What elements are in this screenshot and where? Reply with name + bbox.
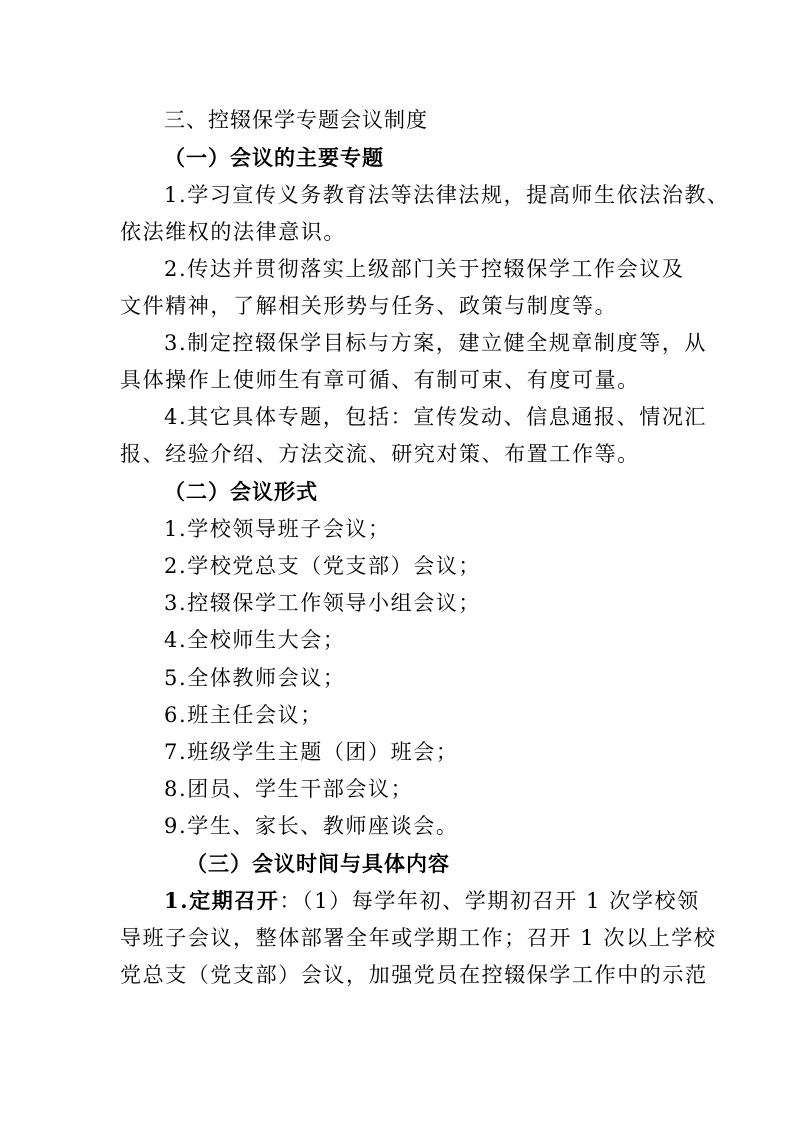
part3-heading: （三）会议时间与具体内容 (186, 851, 450, 876)
part1-item-3-line1: 3.制定控辍保学目标与方案，建立健全规章制度等，从 (164, 331, 708, 355)
part1-heading: （一）会议的主要专题 (164, 145, 384, 170)
part1-item-4-line1: 4.其它具体专题，包括：宣传发动、信息通报、情况汇 (164, 405, 708, 429)
part2-item: 6.班主任会议； (164, 703, 323, 727)
part2-item: 3.控辍保学工作领导小组会议； (164, 591, 482, 615)
part2-item: 4.全校师生大会； (164, 628, 346, 652)
part1-item-2-line2: 文件精神，了解相关形势与任务、政策与制度等。 (120, 294, 618, 318)
part1-item-3-line2: 具体操作上使师生有章可循、有制可束、有度可量。 (120, 368, 640, 392)
part2-item: 1.学校领导班子会议； (164, 517, 391, 541)
part2-item: 2.学校党总支（党支部）会议； (164, 554, 482, 578)
part2-item: 8.团员、学生干部会议； (164, 777, 414, 801)
section-title: 三、控辍保学专题会议制度 (164, 108, 428, 132)
part2-item: 7.班级学生主题（团）班会； (164, 740, 459, 764)
part3-line3: 党总支（党支部）会议，加强党员在控辍保学工作中的示范 (120, 963, 708, 987)
part1-item-2-line1: 2.传达并贯彻落实上级部门关于控辍保学工作会议及 (164, 257, 685, 281)
part2-item: 9.学生、家长、教师座谈会。 (164, 814, 459, 838)
part2-item: 5.全体教师会议； (164, 666, 346, 690)
part1-item-4-line2: 报、经验介绍、方法交流、研究对策、布置工作等。 (120, 442, 640, 466)
part1-item-1-line1: 1.学习宣传义务教育法等法律法规，提高师生依法治教、 (164, 183, 730, 207)
part2-heading: （二）会议形式 (164, 479, 318, 504)
part1-item-1-line2: 依法维权的法律意识。 (120, 220, 346, 244)
part3-lead-bold: 1.定期召开 (164, 888, 280, 913)
part3-lead-rest: ：（1）每学年初、学期初召开 1 次学校领 (279, 889, 700, 913)
part3-line2: 导班子会议，整体部署全年或学期工作；召开 1 次以上学校 (120, 926, 717, 950)
part3-line1 (164, 887, 734, 915)
